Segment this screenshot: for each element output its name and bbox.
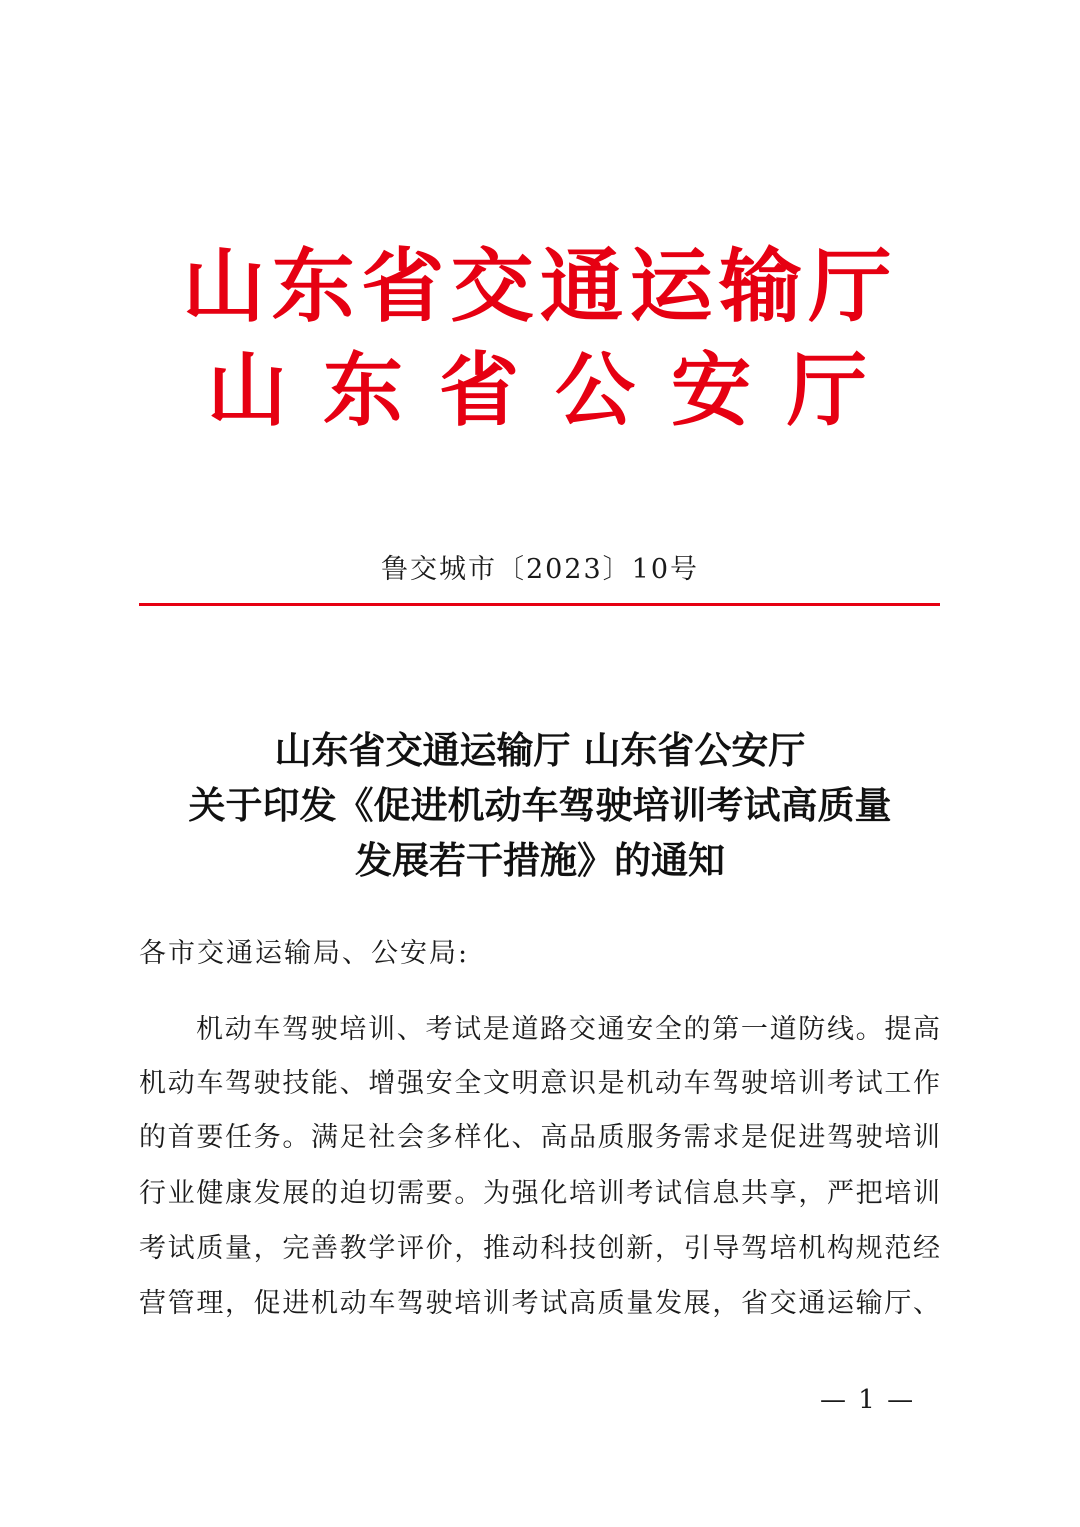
issuing-authority-public-security: 山东省公安厅 bbox=[207, 343, 903, 437]
body-paragraph-line: 的首要任务。满足社会多样化、高品质服务需求是促进驾驶培训 bbox=[139, 1122, 940, 1153]
body-paragraph-line: 考试质量，完善教学评价，推动科技创新，引导驾培机构规范经 bbox=[139, 1233, 940, 1264]
body-paragraph-line: 营管理，促进机动车驾驶培训考试高质量发展，省交通运输厅、 bbox=[139, 1288, 940, 1319]
issuing-authority-transport: 山东省交通运输厅 bbox=[182, 239, 898, 333]
document-title-line-1: 山东省交通运输厅 山东省公安厅 bbox=[274, 728, 806, 772]
red-divider-line bbox=[139, 603, 940, 606]
salutation: 各市交通运输局、公安局: bbox=[139, 938, 470, 969]
document-title-line-3: 发展若干措施》的通知 bbox=[355, 838, 725, 882]
document-title-line-2: 关于印发《促进机动车驾驶培训考试高质量 bbox=[188, 783, 892, 827]
body-paragraph-line: 机动车驾驶培训、考试是道路交通安全的第一道防线。提高 bbox=[196, 1014, 940, 1045]
page-number: — 1 — bbox=[820, 1385, 916, 1415]
document-number: 鲁交城市〔2023〕10号 bbox=[380, 554, 700, 585]
body-paragraph-line: 行业健康发展的迫切需要。为强化培训考试信息共享，严把培训 bbox=[139, 1178, 940, 1209]
body-paragraph-line: 机动车驾驶技能、增强安全文明意识是机动车驾驶培训考试工作 bbox=[139, 1068, 940, 1099]
